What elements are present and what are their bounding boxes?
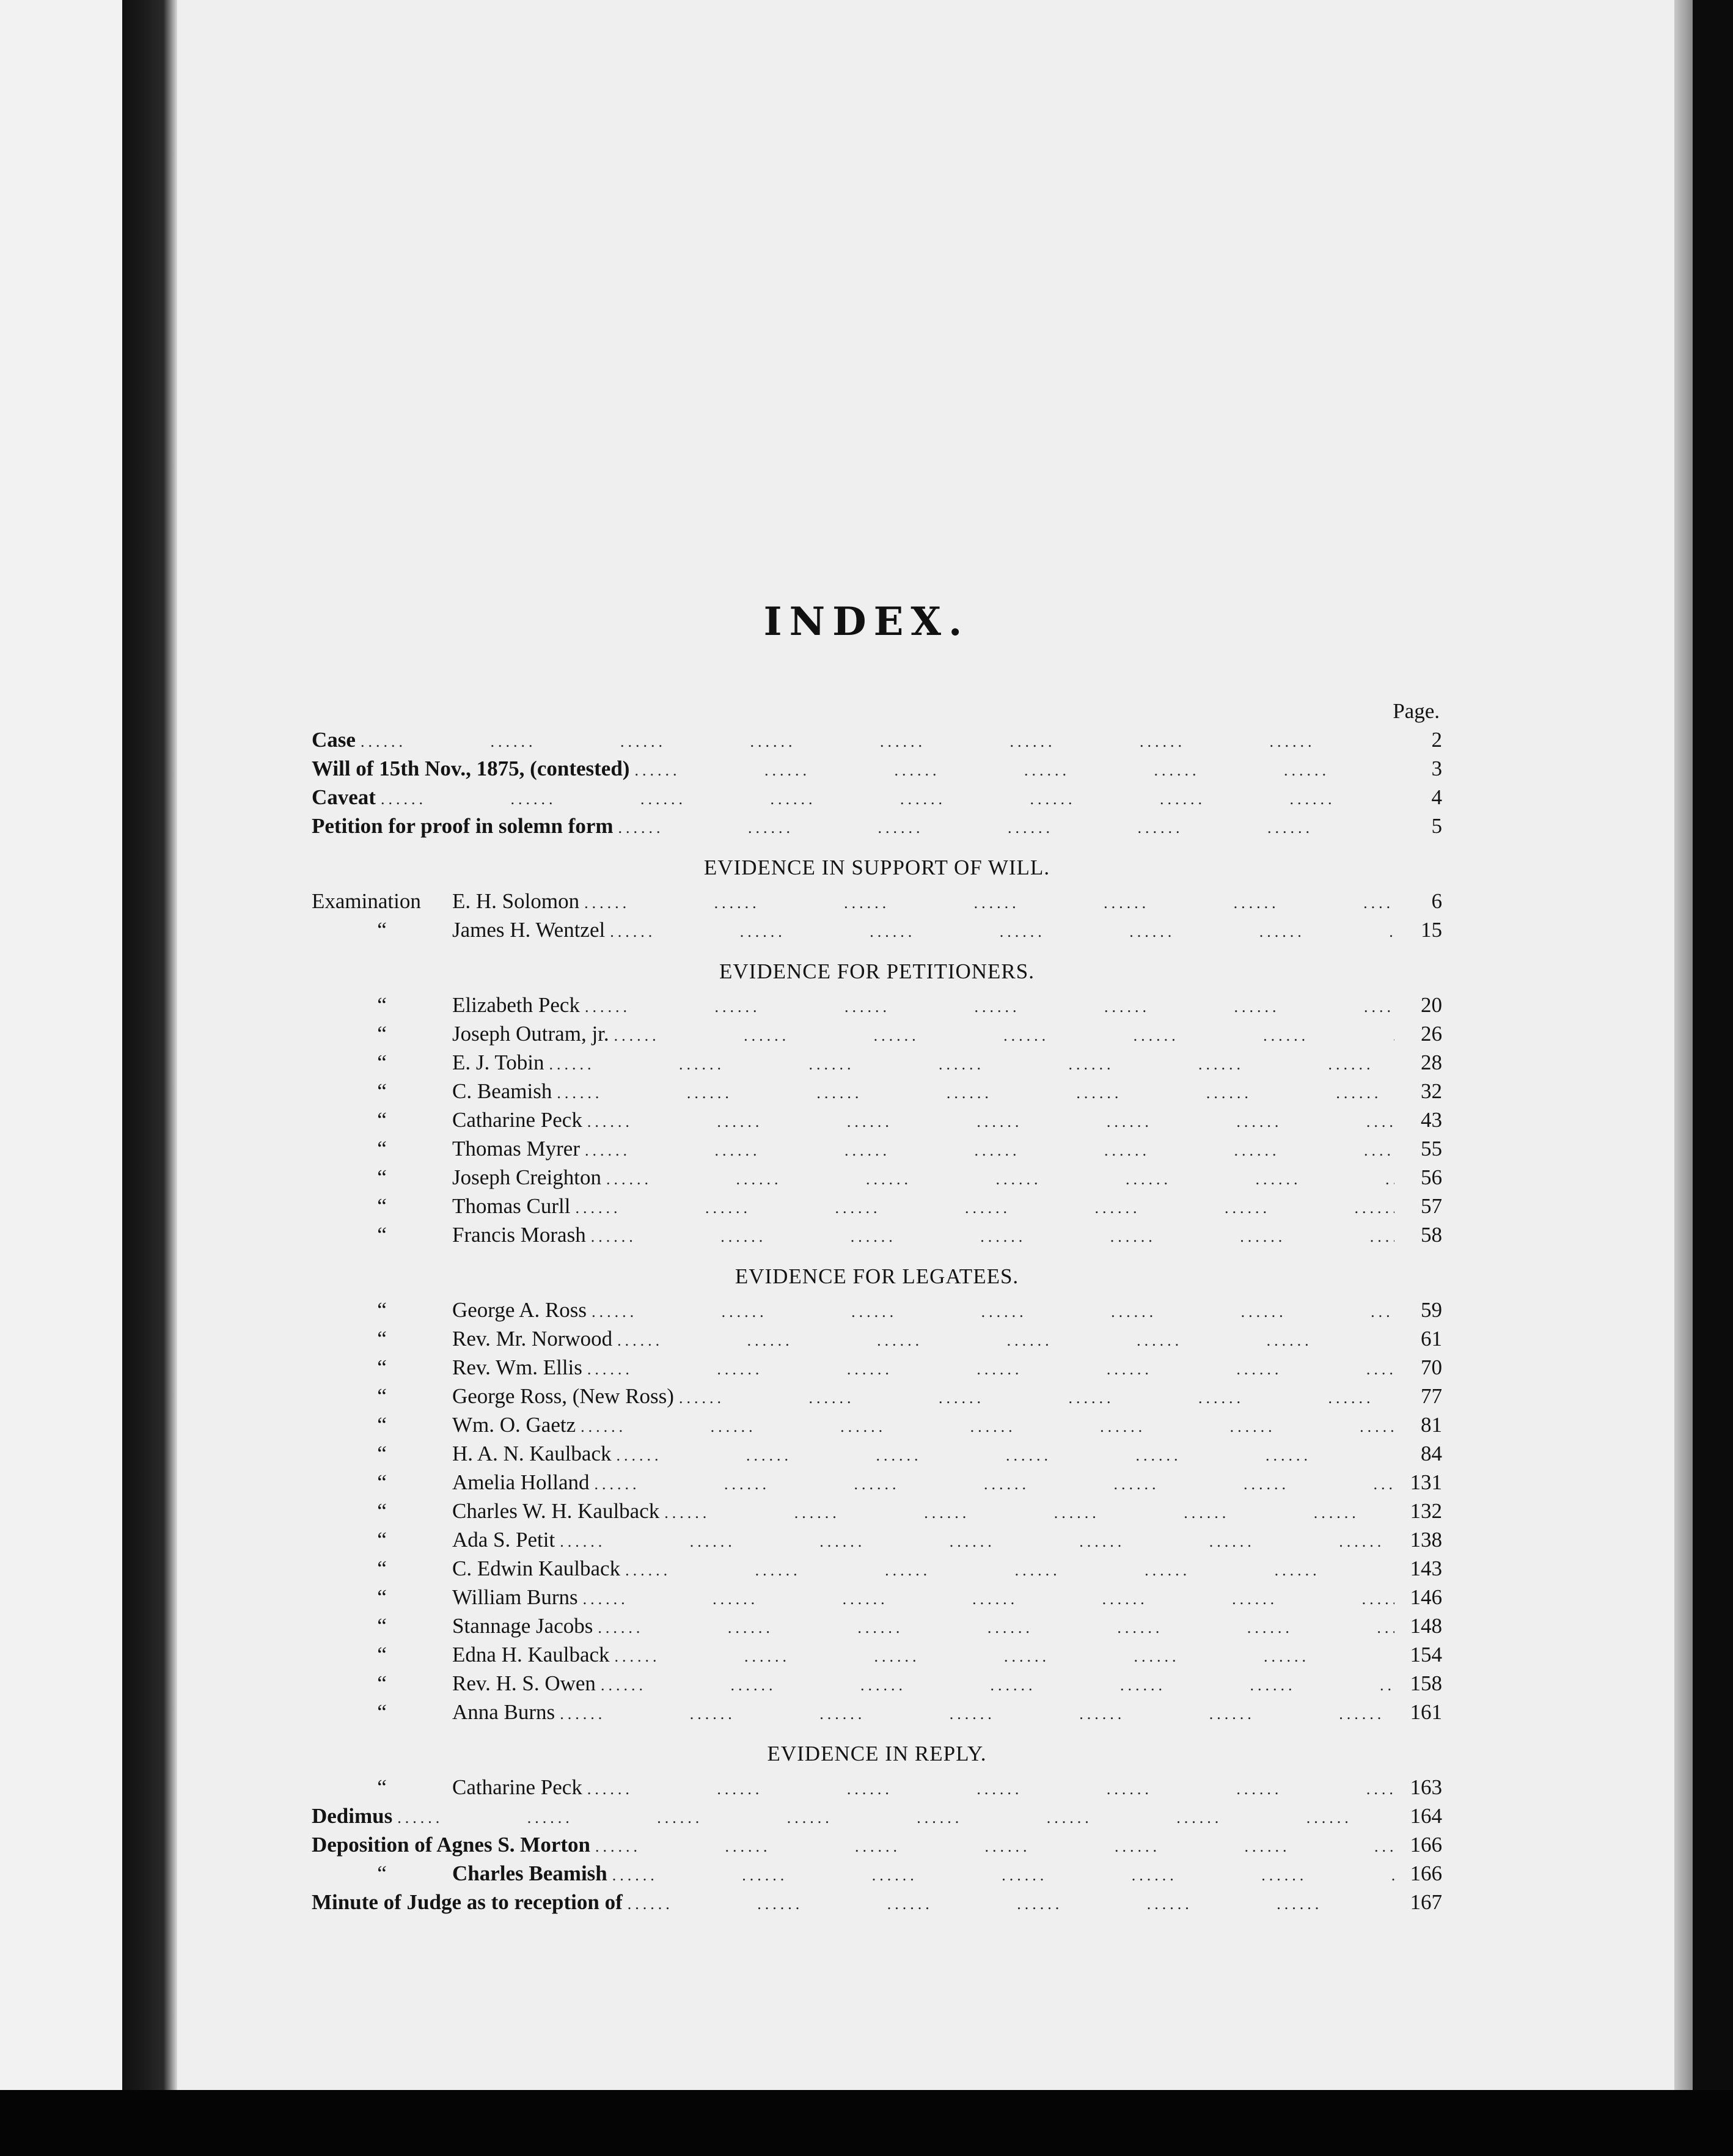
entry-label: C. Beamish <box>452 1079 552 1103</box>
entry-label: Stannage Jacobs <box>452 1614 593 1638</box>
index-entry <box>312 1048 1442 1077</box>
entry-label: Thomas Curll <box>452 1194 571 1218</box>
entry-label: Edna H. Kaulback <box>452 1643 610 1667</box>
index-entry <box>312 1698 1442 1726</box>
entry-label: William Burns <box>452 1585 578 1609</box>
entry-label: Ada S. Petit <box>452 1528 555 1552</box>
ditto-mark: “ <box>377 1022 387 1046</box>
dot-leader <box>584 889 1394 917</box>
entry-page: 61 <box>1421 1327 1442 1351</box>
dot-leader <box>628 1890 1394 1918</box>
entry-page: 166 <box>1410 1833 1442 1857</box>
dot-leader <box>595 1832 1394 1861</box>
dot-leader <box>595 1470 1394 1498</box>
dot-leader <box>587 1107 1394 1136</box>
entry-label: E. J. Tobin <box>452 1050 544 1074</box>
ditto-mark: “ <box>377 1108 387 1132</box>
section-heading: EVIDENCE FOR LEGATEES. <box>735 1264 1019 1288</box>
index-entry-caveat <box>312 783 1442 812</box>
entry-page: 164 <box>1410 1804 1442 1828</box>
entry-page: 166 <box>1410 1861 1442 1885</box>
index-entry <box>312 1192 1442 1220</box>
index-entry <box>312 1554 1442 1583</box>
dot-leader <box>587 1775 1394 1803</box>
entry-page: 43 <box>1421 1108 1442 1132</box>
dot-leader <box>610 917 1394 946</box>
entry-page: 154 <box>1410 1643 1442 1667</box>
dot-leader <box>560 1527 1394 1556</box>
ditto-mark: “ <box>377 1050 387 1074</box>
entry-label: Thomas Myrer <box>452 1137 580 1160</box>
entry-label: Dedimus <box>312 1804 393 1828</box>
ditto-mark: “ <box>377 1643 387 1667</box>
ditto-mark: “ <box>377 1775 387 1799</box>
index-entry <box>312 1019 1442 1048</box>
entry-page: 132 <box>1410 1499 1442 1523</box>
index-entry <box>312 1353 1442 1382</box>
index-entry <box>312 1439 1442 1468</box>
entry-label: Francis Morash <box>452 1223 586 1247</box>
entry-label: Case <box>312 728 356 752</box>
ditto-mark: “ <box>377 1528 387 1552</box>
ditto-mark: “ <box>377 1470 387 1494</box>
entry-page: 148 <box>1410 1614 1442 1638</box>
ditto-mark: “ <box>377 1327 387 1351</box>
entry-page: 143 <box>1410 1557 1442 1580</box>
index-entry <box>312 1077 1442 1106</box>
book-binding <box>122 0 177 2090</box>
dot-leader <box>557 1079 1394 1107</box>
dot-leader <box>634 756 1394 785</box>
entry-label: Catharine Peck <box>452 1775 582 1799</box>
dot-leader <box>679 1384 1394 1412</box>
index-entry-deposition-2 <box>312 1859 1442 1888</box>
ditto-mark: “ <box>377 918 387 942</box>
ditto-mark: “ <box>377 1194 387 1218</box>
entry-page: 57 <box>1421 1194 1442 1218</box>
page-title: INDEX. <box>763 599 970 645</box>
ditto-mark: “ <box>377 1671 387 1695</box>
ditto-mark: “ <box>377 1079 387 1103</box>
section-heading: EVIDENCE IN SUPPORT OF WILL. <box>703 856 1050 879</box>
index-entry-minute <box>312 1888 1442 1916</box>
ditto-mark: “ <box>377 1384 387 1408</box>
dot-leader <box>381 785 1394 813</box>
dot-leader <box>585 992 1394 1021</box>
dot-leader <box>397 1803 1394 1832</box>
page-right-edge <box>1674 0 1693 2090</box>
dot-leader <box>549 1050 1394 1079</box>
entry-label: Charles W. H. Kaulback <box>452 1499 660 1523</box>
ditto-mark: “ <box>377 1585 387 1609</box>
dot-leader <box>617 1441 1394 1470</box>
entry-page: 59 <box>1421 1298 1442 1322</box>
entry-label: E. H. Solomon <box>452 889 580 913</box>
ditto-mark: “ <box>377 1499 387 1523</box>
dot-leader <box>615 1642 1394 1671</box>
dot-leader <box>581 1412 1394 1441</box>
dot-leader <box>625 1556 1394 1585</box>
entry-label: Joseph Outram, jr. <box>452 1022 609 1046</box>
entry-label: Rev. H. S. Owen <box>452 1671 596 1695</box>
entry-label: Anna Burns <box>452 1700 555 1724</box>
entry-page: 70 <box>1421 1355 1442 1379</box>
dot-leader <box>592 1297 1394 1326</box>
entry-label: James H. Wentzel <box>452 918 606 942</box>
entry-page: 3 <box>1431 757 1442 780</box>
page-column-heading: Page. <box>1393 699 1440 723</box>
dot-leader <box>618 813 1394 842</box>
entry-page: 56 <box>1421 1165 1442 1189</box>
entry-label: Elizabeth Peck <box>452 993 580 1017</box>
entry-page: 32 <box>1421 1079 1442 1103</box>
index-entry <box>312 1163 1442 1192</box>
entry-page: 81 <box>1421 1413 1442 1437</box>
entry-page: 28 <box>1421 1050 1442 1074</box>
ditto-mark: “ <box>377 1223 387 1247</box>
entry-page: 167 <box>1410 1890 1442 1914</box>
index-entry <box>312 1324 1442 1353</box>
index-entry-case <box>312 725 1442 754</box>
index-entry <box>312 1773 1442 1802</box>
index-entry-deposition <box>312 1830 1442 1859</box>
ditto-mark: “ <box>377 1442 387 1465</box>
entry-label: Wm. O. Gaetz <box>452 1413 576 1437</box>
index-entry <box>312 1296 1442 1324</box>
dot-leader <box>583 1585 1394 1613</box>
left-page-margin <box>0 0 122 2102</box>
ditto-mark: “ <box>377 1298 387 1322</box>
index-entry-dedimus <box>312 1802 1442 1830</box>
entry-label: Caveat <box>312 785 376 809</box>
entry-page: 55 <box>1421 1137 1442 1160</box>
index-entry <box>312 1106 1442 1134</box>
entry-label: Catharine Peck <box>452 1108 582 1132</box>
index-entry <box>312 1583 1442 1612</box>
dot-leader <box>601 1671 1394 1700</box>
dot-leader <box>614 1021 1394 1050</box>
index-entry-will <box>312 754 1442 783</box>
ditto-mark: “ <box>377 1413 387 1437</box>
index-entry <box>312 1525 1442 1554</box>
dot-leader <box>575 1194 1394 1222</box>
entry-label: Joseph Creighton <box>452 1165 602 1189</box>
dot-leader <box>591 1222 1394 1251</box>
dot-leader <box>560 1700 1394 1728</box>
entry-page: 58 <box>1421 1223 1442 1247</box>
ditto-mark: “ <box>377 1165 387 1189</box>
entry-label: Will of 15th Nov., 1875, (contested) <box>312 757 630 780</box>
page-bottom-edge <box>0 2090 1733 2156</box>
entry-page: 77 <box>1421 1384 1442 1408</box>
ditto-mark: “ <box>377 1355 387 1379</box>
entry-page: 138 <box>1410 1528 1442 1552</box>
entry-page: 146 <box>1410 1585 1442 1609</box>
entry-page: 161 <box>1410 1700 1442 1724</box>
entry-label: H. A. N. Kaulback <box>452 1442 612 1465</box>
entry-page: 84 <box>1421 1442 1442 1465</box>
entry-page: 163 <box>1410 1775 1442 1799</box>
ditto-mark: “ <box>377 1861 387 1885</box>
entry-page: 158 <box>1410 1671 1442 1695</box>
index-entry <box>312 1134 1442 1163</box>
index-entry <box>312 1220 1442 1249</box>
ditto-mark: “ <box>377 1700 387 1724</box>
entry-prefix: Examination <box>312 889 421 913</box>
dot-leader <box>585 1136 1394 1165</box>
index-entry <box>312 991 1442 1019</box>
index-entry <box>312 1468 1442 1497</box>
ditto-mark: “ <box>377 1137 387 1160</box>
entry-label: Deposition of Agnes S. Morton <box>312 1833 590 1857</box>
index-entry <box>312 1612 1442 1640</box>
index-entry <box>312 1410 1442 1439</box>
entry-page: 5 <box>1431 814 1442 838</box>
index-entry <box>312 887 1442 915</box>
index-table <box>312 697 1442 1916</box>
entry-label: Rev. Wm. Ellis <box>452 1355 582 1379</box>
entry-label: Rev. Mr. Norwood <box>452 1327 613 1351</box>
entry-page: 20 <box>1421 993 1442 1017</box>
entry-label: Amelia Holland <box>452 1470 590 1494</box>
entry-label: George A. Ross <box>452 1298 587 1322</box>
ditto-mark: “ <box>377 993 387 1017</box>
index-entry <box>312 1497 1442 1525</box>
index-entry <box>312 1640 1442 1669</box>
index-entry <box>312 1382 1442 1410</box>
entry-label: Minute of Judge as to reception of <box>312 1890 623 1914</box>
entry-page: 4 <box>1431 785 1442 809</box>
ditto-mark: “ <box>377 1557 387 1580</box>
index-entry-petition <box>312 812 1442 840</box>
entry-page: 26 <box>1421 1022 1442 1046</box>
dot-leader <box>617 1326 1394 1355</box>
dot-leader <box>587 1355 1394 1384</box>
index-entry <box>312 915 1442 944</box>
entry-page: 131 <box>1410 1470 1442 1494</box>
section-heading: EVIDENCE IN REPLY. <box>767 1742 987 1766</box>
section-heading: EVIDENCE FOR PETITIONERS. <box>719 959 1035 983</box>
index-entry <box>312 1669 1442 1698</box>
dot-leader <box>612 1861 1394 1890</box>
entry-page: 2 <box>1431 728 1442 752</box>
entry-label: Petition for proof in solemn form <box>312 814 614 838</box>
entry-label: George Ross, (New Ross) <box>452 1384 674 1408</box>
entry-page: 6 <box>1431 889 1442 913</box>
dot-leader <box>361 727 1394 756</box>
entry-label: C. Edwin Kaulback <box>452 1557 621 1580</box>
entry-page: 15 <box>1421 918 1442 942</box>
ditto-mark: “ <box>377 1614 387 1638</box>
dot-leader <box>664 1498 1394 1527</box>
dot-leader <box>606 1165 1394 1194</box>
entry-label: Charles Beamish <box>452 1861 607 1885</box>
dot-leader <box>598 1613 1394 1642</box>
